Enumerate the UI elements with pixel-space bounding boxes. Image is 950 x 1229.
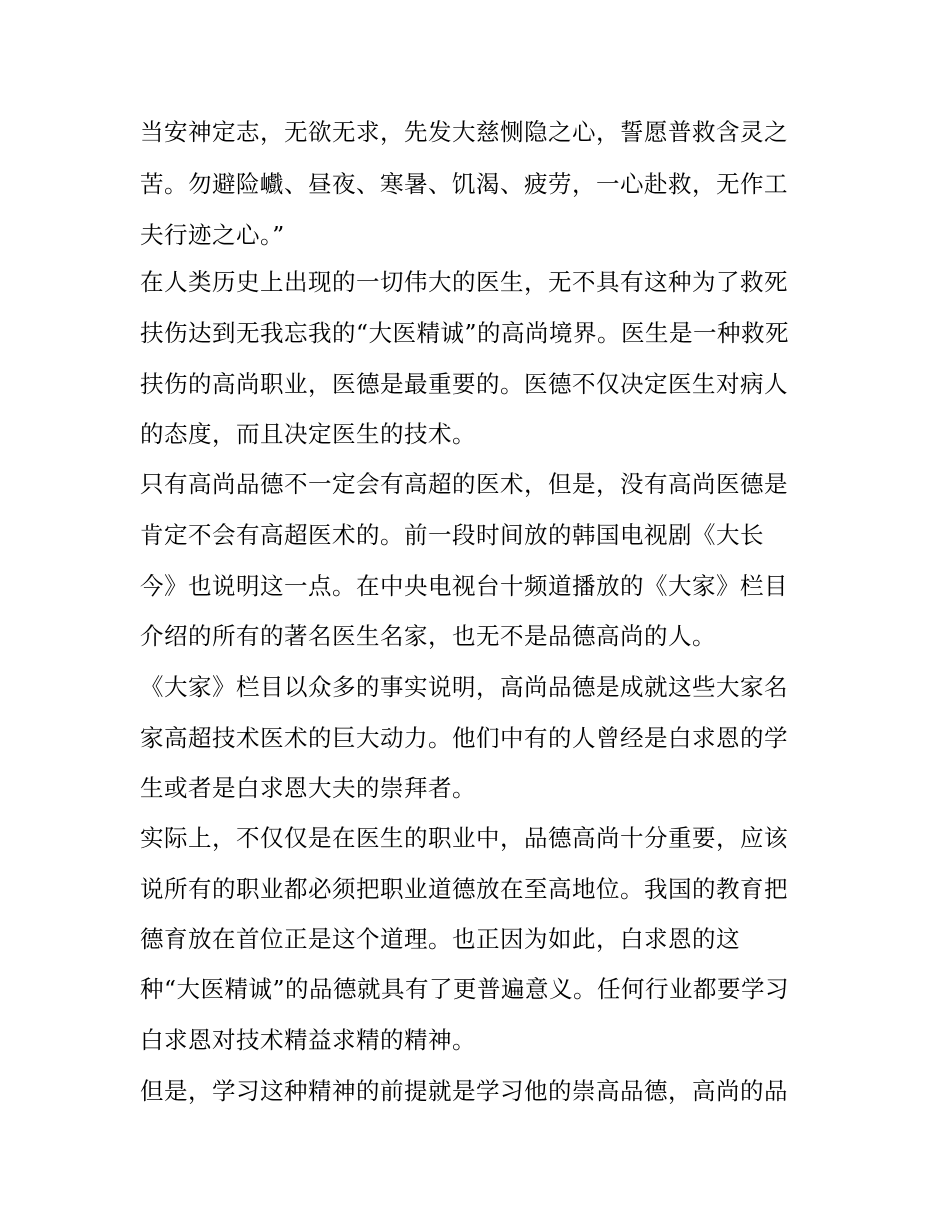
text-line: 种“大医精诚”的品德就具有了更普遍意义。任何行业都要学习: [140, 975, 790, 1003]
text-line: 今》也说明这一点。在中央电视台十频道播放的《大家》栏目: [140, 572, 788, 600]
text-line: 苦。勿避险巇、昼夜、寒暑、饥渴、疲劳，一心赴救，无作工: [140, 170, 788, 198]
text-line: 扶伤的高尚职业，医德是最重要的。医德不仅决定医生对病人: [140, 370, 788, 398]
text-line: 当安神定志，无欲无求，先发大慈恻隐之心，誓愿普救含灵之: [140, 118, 788, 146]
text-line: 实际上，不仅仅是在医生的职业中，品德高尚十分重要，应该: [140, 824, 788, 852]
text-line: 但是，学习这种精神的前提就是学习他的崇高品德，高尚的品: [140, 1077, 788, 1105]
text-line: 说所有的职业都必须把职业道德放在至高地位。我国的教育把: [140, 875, 788, 903]
text-line: 德育放在首位正是这个道理。也正因为如此，白求恩的这: [140, 925, 740, 953]
text-line: 介绍的所有的著名医生名家，也无不是品德高尚的人。: [140, 622, 716, 650]
text-line: 白求恩对技术精益求精的精神。: [140, 1026, 476, 1054]
text-line: 肯定不会有高超医术的。前一段时间放的韩国电视剧《大长: [140, 521, 764, 549]
text-line: 生或者是白求恩大夫的崇拜者。: [140, 774, 476, 802]
text-line: 只有高尚品德不一定会有高超的医术，但是，没有高尚医德是: [140, 470, 788, 498]
text-line: 的态度，而且决定医生的技术。: [140, 420, 476, 448]
text-line: 扶伤达到无我忘我的“大医精诚”的高尚境界。医生是一种救死: [140, 319, 790, 347]
text-line: 夫行迹之心。”: [140, 221, 285, 249]
text-line: 家高超技术医术的巨大动力。他们中有的人曾经是白求恩的学: [140, 724, 788, 752]
text-line: 在人类历史上出现的一切伟大的医生，无不具有这种为了救死: [140, 268, 788, 296]
text-line: 《大家》栏目以众多的事实说明，高尚品德是成就这些大家名: [140, 673, 788, 701]
